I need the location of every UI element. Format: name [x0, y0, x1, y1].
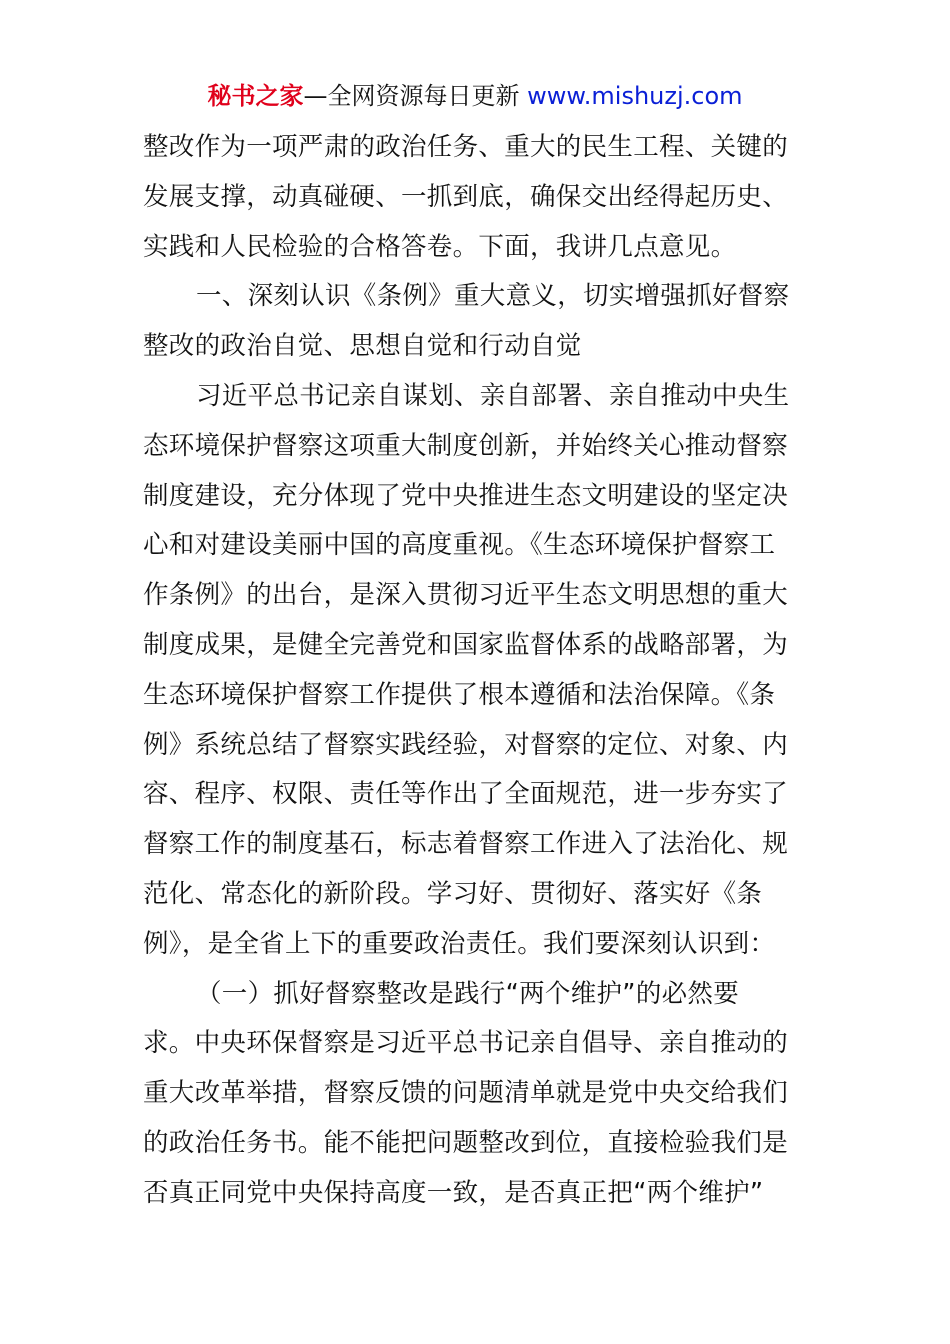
body-line: 实践和人民检验的合格答卷。下面，我讲几点意见。 [143, 231, 737, 262]
body-line: 态环境保护督察这项重大制度创新，并始终关心推动督察 [143, 430, 789, 461]
body-line: 例》系统总结了督察实践经验，对督察的定位、对象、内 [143, 729, 789, 760]
website-url[interactable]: www.mishuzj.com [527, 82, 743, 110]
subsection-start: （一）抓好督察整改是践行“两个维护”的必然要 [196, 978, 740, 1009]
body-line: 作条例》的出台，是深入贯彻习近平生态文明思想的重大 [143, 580, 789, 611]
header-tagline: —全网资源每日更新 [303, 82, 528, 110]
document-body [143, 129, 813, 1225]
brand-name: 秘书之家 [207, 82, 304, 110]
body-line: 否真正同党中央保持高度一致，是否真正把“两个维护” [143, 1177, 764, 1208]
body-line: 心和对建设美丽中国的高度重视。《生态环境保护督察工 [143, 530, 776, 561]
body-line: 的政治任务书。能不能把问题整改到位，直接检验我们是 [143, 1127, 789, 1158]
paragraph-start: 习近平总书记亲自谋划、亲自部署、亲自推动中央生 [196, 380, 790, 411]
body-line: 范化、常态化的新阶段。学习好、贯彻好、落实好《条 [143, 878, 763, 909]
body-line: 整改作为一项严肃的政治任务、重大的民生工程、关键的 [143, 132, 789, 162]
body-line: 容、程序、权限、责任等作出了全面规范，进一步夯实了 [143, 779, 789, 810]
body-line: 发展支撑，动真碰硬、一抓到底，确保交出经得起历史、 [143, 181, 789, 212]
body-line: 制度成果，是健全完善党和国家监督体系的战略部署，为 [143, 629, 789, 660]
body-line: 求。中央环保督察是习近平总书记亲自倡导、亲自推动的 [143, 1028, 789, 1059]
site-header [0, 80, 950, 112]
section-heading: 一、深刻认识《条例》重大意义，切实增强抓好督察 [196, 281, 790, 312]
body-line: 生态环境保护督察工作提供了根本遵循和法治保障。《条 [143, 679, 776, 710]
body-line: 重大改革举措，督察反馈的问题清单就是党中央交给我们 [143, 1078, 789, 1109]
section-heading-continued: 整改的政治自觉、思想自觉和行动自觉 [143, 331, 582, 362]
body-line: 督察工作的制度基石，标志着督察工作进入了法治化、规 [143, 829, 789, 860]
body-line: 制度建设，充分体现了党中央推进生态文明建设的坚定决 [143, 480, 789, 511]
body-line: 例》，是全省上下的重要政治责任。我们要深刻认识到： [143, 928, 776, 959]
